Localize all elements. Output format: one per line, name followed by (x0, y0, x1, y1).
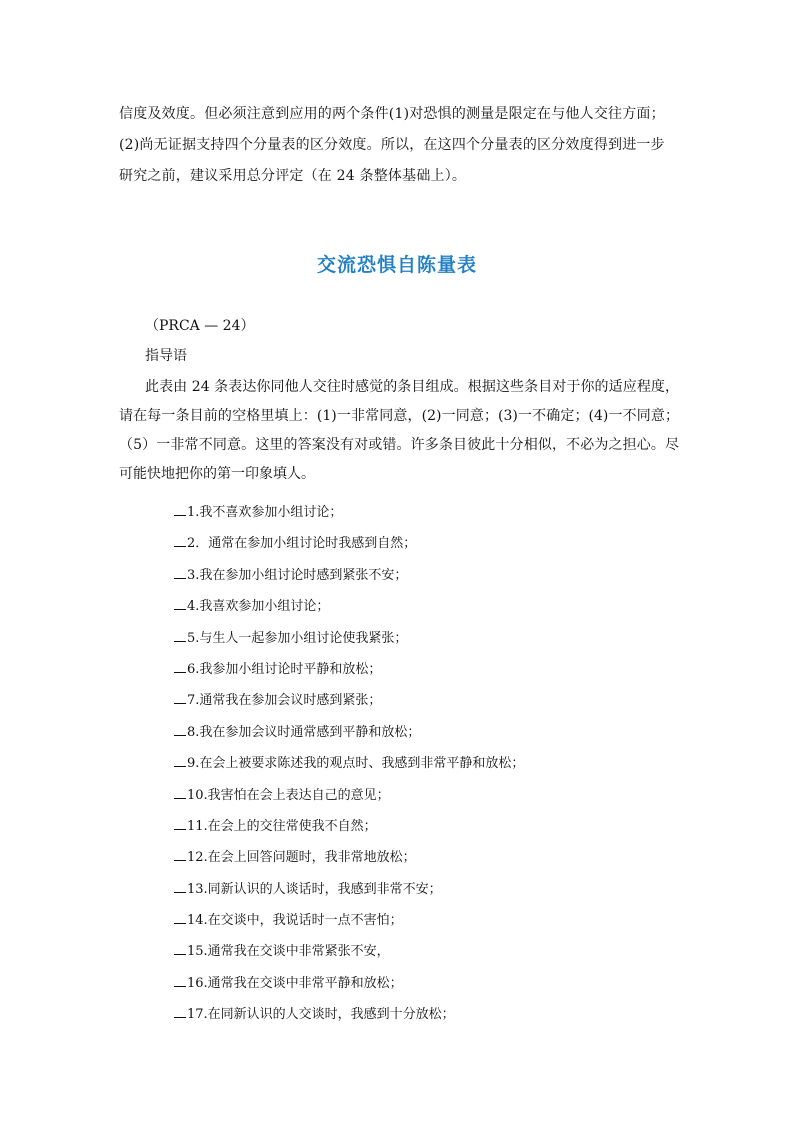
item-text: 7.通常我在参加会议时感到紧张； (187, 693, 382, 709)
answer-blank (174, 848, 186, 861)
item-text: 5.与生人一起参加小组讨论使我紧张； (187, 630, 408, 646)
intro-paragraph: 信度及效度。但必须注意到应用的两个条件(1)对恐惧的测量是限定在与他人交往方面；(2)尚无证据支持四个分量表的区分效度。所以，在这四个分量表的区分效度得到进一步研究之前，建议采用总分评定（在 24 条整体基础上）。 (119, 106, 665, 184)
answer-blank (174, 911, 186, 924)
answer-blank (174, 629, 186, 642)
list-item (174, 811, 654, 842)
instructions-text: 此表由 24 条表达你同他人交往时感觉的条目组成。根据这些条目对于你的适应程度，请在每一条目前的空格里填上：(1)一非常同意，(2)一同意；(3)一不确定；(4)一不同意；（5）一非常不同意。这里的答案没有对或错。许多条目彼此十分相似，不必为之担心。尽可能快地把你的第一印象填人。 (119, 379, 679, 482)
intro-paragraph-block (119, 99, 679, 192)
item-text: 16.通常我在交谈中非常平静和放松； (187, 975, 403, 991)
item-text: 4.我喜欢参加小组讨论； (187, 599, 330, 615)
answer-blank (174, 534, 186, 547)
item-text: 3.我在参加小组讨论时感到紧张不安； (187, 567, 408, 583)
list-item (174, 968, 654, 999)
answer-blank (174, 597, 186, 610)
list-item (174, 999, 654, 1030)
guide-label: 指导语 (145, 348, 187, 364)
list-item (174, 560, 654, 591)
page-title: 交流恐惧自陈量表 (316, 254, 477, 276)
list-item (174, 748, 654, 779)
item-text: 9.在会上被要求陈述我的观点时、我感到非常平静和放松； (187, 756, 525, 772)
answer-blank (174, 974, 186, 987)
scale-code: （PRCA — 24） (145, 318, 255, 334)
item-text: 10.我害怕在会上表达自己的意见； (187, 787, 390, 803)
list-item (174, 623, 654, 654)
answer-blank (174, 503, 186, 516)
list-item (174, 528, 654, 559)
item-text: 12.在会上回答问题时，我非常地放松； (187, 850, 416, 866)
answer-blank (174, 942, 186, 955)
item-text: 13.同新认识的人谈话时，我感到非常不安； (187, 881, 442, 897)
item-text: 2．通常在参加小组讨论时我感到自然； (187, 536, 417, 552)
item-text: 1.我不喜欢参加小组讨论； (187, 505, 343, 520)
list-item (174, 654, 654, 685)
item-text: 6.我参加小组讨论时平静和放松； (187, 661, 382, 677)
item-text: 8.我在参加会议时通常感到平静和放松； (187, 724, 421, 740)
list-item (174, 497, 654, 528)
answer-blank (174, 691, 186, 704)
answer-blank (174, 754, 186, 767)
answer-blank (174, 880, 186, 893)
instructions-block (119, 373, 679, 489)
answer-blank (174, 786, 186, 799)
item-text: 11.在会上的交往常使我不自然； (187, 818, 377, 834)
item-list (174, 497, 654, 1031)
list-item (174, 717, 654, 748)
list-item (174, 780, 654, 811)
list-item (174, 591, 654, 622)
list-item (174, 905, 654, 936)
answer-blank (174, 1005, 186, 1018)
item-text: 15.通常我在交谈中非常紧张不安， (187, 944, 390, 960)
item-text: 17.在同新认识的人交谈时，我感到十分放松； (187, 1007, 455, 1023)
list-item (174, 936, 654, 967)
item-text: 14.在交谈中，我说话时一点不害怕； (187, 913, 403, 929)
list-item (174, 842, 654, 873)
list-item (174, 685, 654, 716)
answer-blank (174, 723, 186, 736)
list-item (174, 874, 654, 905)
answer-blank (174, 817, 186, 830)
answer-blank (174, 566, 186, 579)
answer-blank (174, 660, 186, 673)
